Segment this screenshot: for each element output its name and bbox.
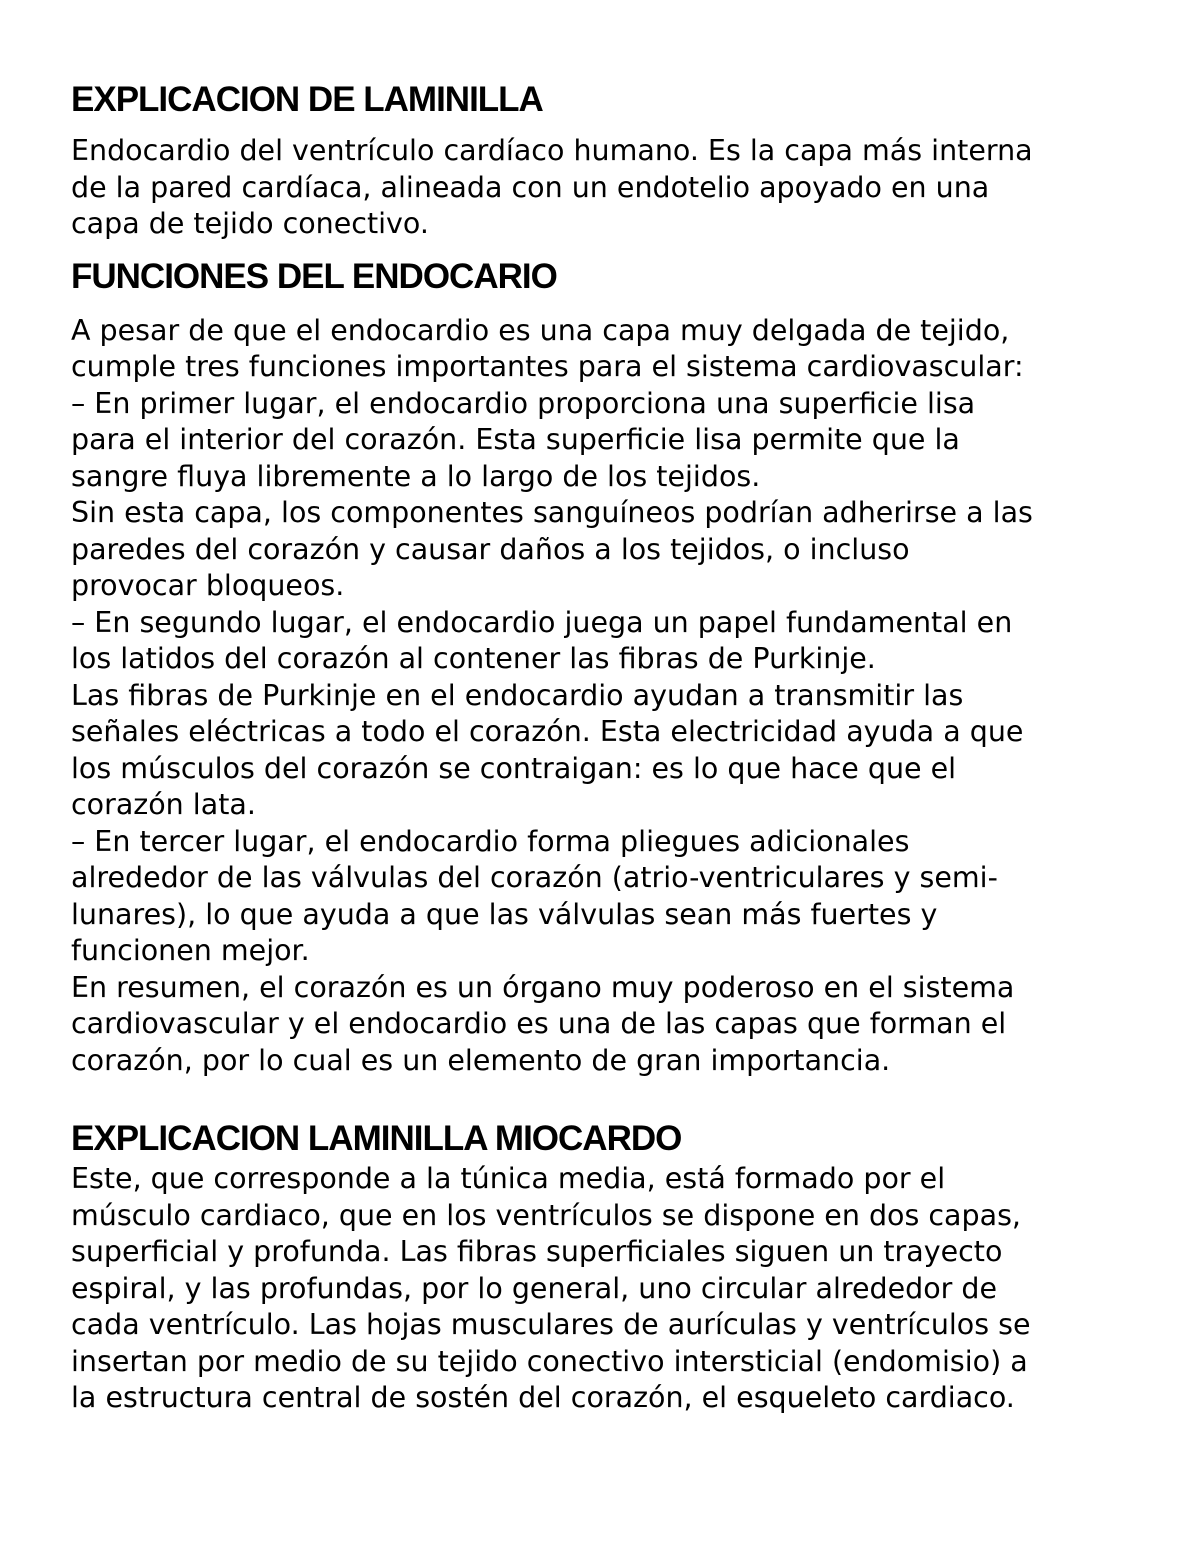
text-line: Las fibras de Purkinje en el endocardio ayudan a transmitir las: [71, 678, 964, 712]
text-line: cumple tres funciones importantes para el sistema cardiovascular:: [71, 350, 1024, 383]
text-line: alrededor de las válvulas del corazón (atrio-ventriculares y semi-: [71, 861, 998, 894]
text-line: Este, que corresponde a la túnica media, está formado por el: [71, 1162, 946, 1195]
text-line: superficial y profunda. Las fibras superficiales siguen un trayecto: [71, 1235, 1003, 1268]
section-heading-funciones: FUNCIONES DEL ENDOCARIO: [71, 256, 557, 296]
text-line: sangre fluya libremente a lo largo de los tejidos.: [71, 459, 761, 493]
paragraph-miocardo: [71, 1161, 1151, 1417]
text-line: – En segundo lugar, el endocardio juega un papel fundamental en: [71, 605, 1013, 639]
text-line: Endocardio del ventrículo cardíaco humano. Es la capa más interna: [71, 134, 1033, 167]
text-line: funcionen mejor.: [71, 934, 310, 967]
text-line: señales eléctricas a todo el corazón. Esta electricidad ayuda a que: [71, 715, 1024, 748]
text-line: – En tercer lugar, el endocardio forma pliegues adicionales: [71, 824, 910, 858]
text-line: la estructura central de sostén del corazón, el esqueleto cardiaco.: [71, 1381, 1015, 1414]
text-line: corazón lata.: [71, 788, 256, 821]
text-line: paredes del corazón y causar daños a los tejidos, o incluso: [71, 532, 910, 566]
paragraph-funciones: [71, 313, 1151, 1080]
text-line: de la pared cardíaca, alineada con un endotelio apoyado en una: [71, 170, 990, 204]
section-heading-miocardo: EXPLICACION LAMINILLA MIOCARDO: [71, 1119, 682, 1158]
document-page: [71, 78, 1151, 1417]
text-line: insertan por medio de su tejido conectivo intersticial (endomisio) a: [71, 1344, 1028, 1378]
text-line: para el interior del corazón. Esta superficie lisa permite que la: [71, 423, 960, 456]
text-line: lunares), lo que ayuda a que las válvulas sean más fuertes y: [71, 897, 938, 931]
text-line: capa de tejido conectivo.: [71, 207, 429, 240]
text-line: cardiovascular y el endocardio es una de las capas que forman el: [71, 1007, 1007, 1040]
text-line: A pesar de que el endocardio es una capa muy delgada de tejido,: [71, 313, 1010, 347]
text-line: espiral, y las profundas, por lo general, uno circular alrededor de: [71, 1271, 998, 1305]
text-line: Sin esta capa, los componentes sanguíneos podrían adherirse a las: [71, 496, 1033, 529]
text-line: En resumen, el corazón es un órgano muy poderoso en el sistema: [71, 970, 1015, 1004]
text-line: los músculos del corazón se contraigan: es lo que hace que el: [71, 751, 957, 785]
text-line: provocar bloqueos.: [71, 569, 345, 602]
text-line: los latidos del corazón al contener las fibras de Purkinje.: [71, 642, 876, 675]
text-line: corazón, por lo cual es un elemento de gran importancia.: [71, 1043, 891, 1077]
text-line: cada ventrículo. Las hojas musculares de aurículas y ventrículos se: [71, 1308, 1031, 1341]
section-heading-laminilla: EXPLICACION DE LAMINILLA: [71, 80, 543, 119]
text-line: – En primer lugar, el endocardio proporciona una superficie lisa: [71, 386, 976, 420]
paragraph-endocardio: [71, 133, 1151, 243]
text-line: músculo cardiaco, que en los ventrículos se dispone en dos capas,: [71, 1198, 1021, 1232]
